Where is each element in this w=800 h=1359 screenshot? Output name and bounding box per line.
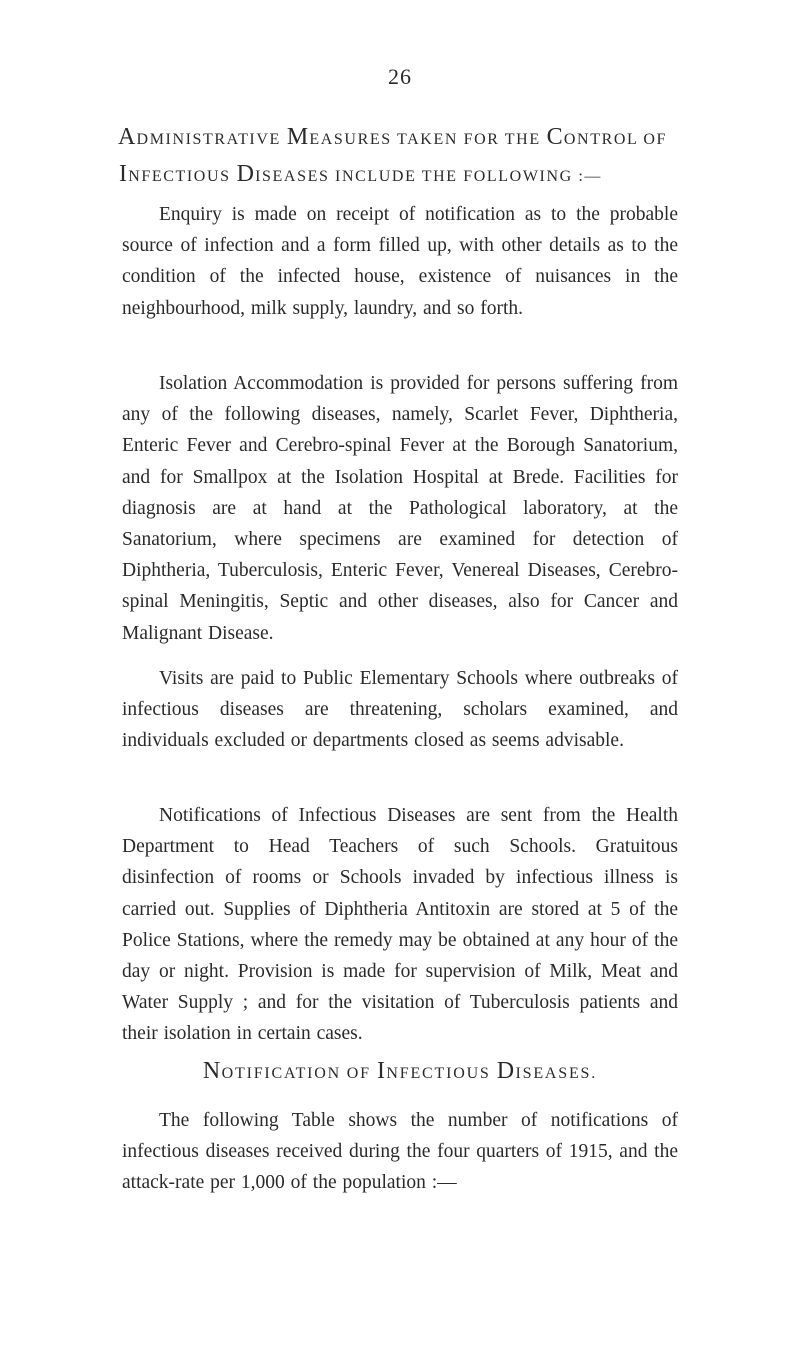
- section-title-cap: D: [496, 1058, 516, 1084]
- heading-line-1: [118, 118, 718, 159]
- paragraph-enquiry: Enquiry is made on receipt of notification as to the probable source of infection and a form filled up, with other details as to the condition of the infected house, existence of nuisances in the neighbourhood, milk supply, laundry, and so forth.: [122, 204, 678, 319]
- heading-text: NFECTIOUS: [128, 168, 231, 185]
- heading-text: ISEASES INCLUDE THE FOLLOWING :—: [255, 168, 603, 185]
- heading-cap: D: [236, 161, 256, 187]
- heading-cap: A: [118, 124, 137, 150]
- section-title-cap: I: [377, 1058, 387, 1084]
- section-title-text: NFECTIOUS: [386, 1065, 491, 1082]
- section-title: [0, 1058, 800, 1085]
- heading-text: EASURES TAKEN FOR THE: [309, 131, 541, 148]
- heading-cap: I: [119, 161, 129, 187]
- heading-cap: M: [286, 124, 310, 150]
- paragraph-school-visits: Visits are paid to Public Elementary Schools where outbreaks of infectious diseases are threatening, scholars examined, and individuals excluded or departments closed as seems advisable.: [122, 668, 678, 752]
- heading-cap: C: [546, 124, 564, 150]
- paragraph-notifications: Notifications of Infectious Diseases are sent from the Health Department to Head Teachers of such Schools. Gratuitous disinfection of rooms or Schools invaded by infectious illness is carried out. Supplies of Diphtheria Antitoxin are stored at 5 of the Police Stations, where the remedy may be obtained at any hour of the day or night. Provision is made for supervision of Milk, Meat and Water Supply ; and for the visitation of Tuberculosis patients and their isolation in certain cases.: [122, 805, 678, 1045]
- heading-line-2: [119, 155, 719, 196]
- section-title-text: ISEASES.: [515, 1065, 598, 1082]
- paragraph-table-intro: The following Table shows the number of notifications of infectious diseases received during the four quarters of 1915, and the attack-rate per 1,000 of the population :—: [122, 1110, 678, 1194]
- page-number: 26: [388, 64, 412, 89]
- paragraph-isolation: Isolation Accommodation is provided for persons suffering from any of the following diseases, namely, Scarlet Fever, Diphtheria, Enteric Fever and Cerebro-spinal Fever at the Borough Sanatorium, and for Smallpox at the Isolation Hospital at Brede. Facilities for diagnosis are at hand at the Pathological laboratory, at the Sanatorium, where specimens are examined for detection of Diphtheria, Tuberculosis, Enteric Fever, Venereal Diseases, Cerebro-spinal Meningitis, Septic and other diseases, also for Cancer and Malignant Disease.: [122, 373, 678, 644]
- heading-text: DMINISTRATIVE: [136, 131, 281, 148]
- section-title-text: OTIFICATION OF: [221, 1065, 371, 1082]
- section-title-cap: N: [202, 1058, 222, 1084]
- heading-text: ONTROL OF: [563, 131, 668, 148]
